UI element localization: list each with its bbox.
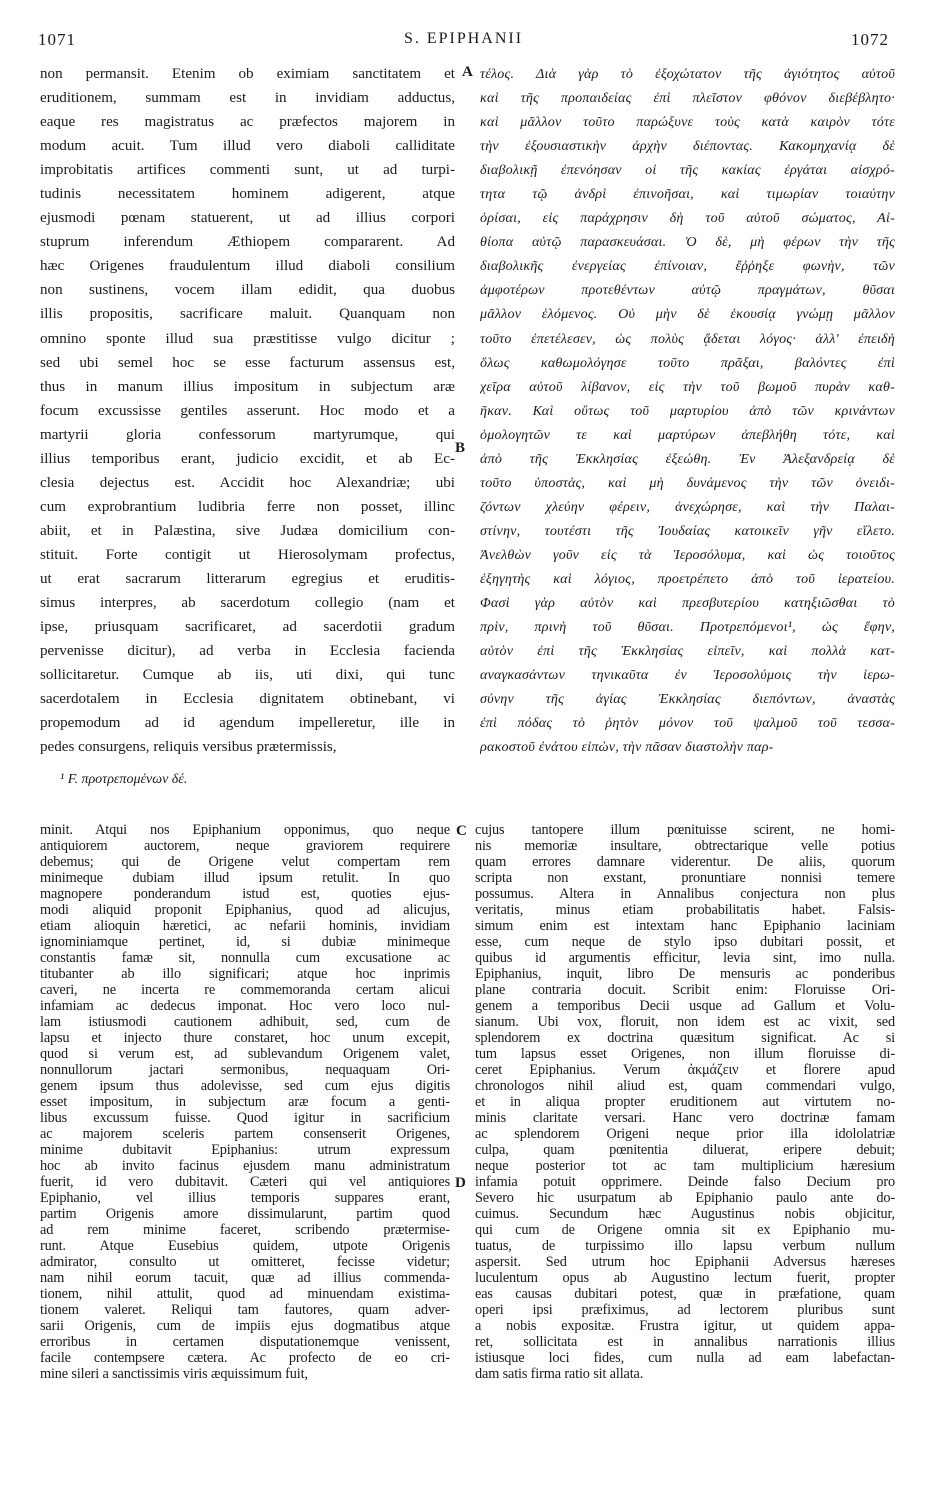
text-line: hoc ab invito facinus ejusdem manu administratum	[40, 1158, 450, 1174]
text-line: tuatus, de turpissimo illo lapsu verbum nullum	[475, 1238, 895, 1254]
text-line: a nobis expositæ. Frustra igitur, ut quidem appa-	[475, 1318, 895, 1334]
greek-text-column	[480, 62, 895, 759]
text-line: omnino sponte illud sua præstitisse vulgo dicitur ;	[40, 330, 455, 347]
text-line: τέλος. Διὰ γὰρ τὸ ἐξοχώτατον τῆς ἁγιότητος αὐτοῦ	[480, 66, 895, 82]
text-line: quod si verum est, ad sublevandum Origenem valet,	[40, 1046, 450, 1062]
text-line: ut erat sacrarum litterarum egregius et eruditis-	[40, 570, 455, 587]
text-line: sollicitaretur. Cumque ab iis, uti dixi, qui tunc	[40, 667, 455, 684]
text-line: esse, cum neque de stylo ipso dubitari possit, et	[475, 934, 895, 950]
text-line: ὁρίσαι, εἰς παράχρησιν δὴ τοῦ αὐτοῦ σώματος, Αἰ-	[480, 210, 895, 227]
text-line: non sustinens, vocem illam edidit, qua duobus	[40, 282, 455, 299]
text-line: tum lapsus esset Origenes, non illum floruisse di-	[475, 1046, 895, 1062]
text-line: infamiam ac dedecus imponat. Hoc vero loco nul-	[40, 998, 450, 1014]
text-line: ceret Epiphanius. Verum ἀκμάζειν et florere apud	[475, 1062, 895, 1078]
section-marker-a: A	[462, 64, 473, 80]
text-line: illis propositis, sacrificare maluit. Quanquam non	[40, 306, 455, 323]
text-line: simum enim est intextam hanc Epiphanio laciniam	[475, 918, 895, 934]
page-number-left: 1071	[38, 30, 76, 49]
text-line: stuprum inferendum Æthiopem compararent. Ad	[40, 234, 455, 251]
text-line: ἐπὶ πόδας τὸ ῥητὸν μόνον τοῦ ψαλμοῦ τοῦ τεσσα-	[480, 715, 895, 732]
text-line: nam nihil eorum tacuit, quæ ad illius commenda-	[40, 1270, 450, 1286]
text-line: fuerit, id vero dubitavit. Cæteri qui vel antiquiores	[40, 1174, 450, 1190]
text-line: ac splendorem Origeni neque prior illa idololatriæ	[475, 1126, 895, 1142]
text-line: διαβολικῆς ἐνεργείας ἐπίνοιαν, ἔῤῥηξε φωνὴν, τῶν	[480, 258, 895, 275]
text-line: qui cum de Origene omnia sit ex Epiphanio mu-	[475, 1222, 895, 1238]
text-line: αὐτὸν ἐπὶ τῆς Ἐκκλησίας εἰπεῖν, καὶ πολλὰ κατ-	[480, 643, 895, 660]
text-line: Φασὶ γὰρ αὐτὸν καὶ πρεσβυτερίου κατηξιῶσθαι τὸ	[480, 595, 895, 612]
text-line: tudinis necessitatem hominem adigerent, atque	[40, 186, 455, 203]
text-line: eaque res magistratus ac præfectos majorem in	[40, 114, 455, 131]
text-line: scripta non exstant, pronuntiare nonnisi temere	[475, 870, 895, 886]
text-line: μᾶλλον ἑλόμενος. Οὐ μὴν δὲ ἑκουσίᾳ γνώμῃ μᾶλλον	[480, 306, 895, 323]
text-line: luculentum opus ab Augustino lectum fuerit, propter	[475, 1270, 895, 1286]
text-line: πρὶν, πρινὴ τοῦ θῦσαι. Προτρεπόμενοι¹, ὡς ἔφην,	[480, 619, 895, 636]
text-line: cum exprobrantium ludibria ferre non posset, illinc	[40, 498, 455, 515]
text-line: cuimus. Secundum hæc Augustinus nobis objicitur,	[475, 1206, 895, 1222]
text-line: ipse, priusquam sacrificaret, ad sacerdotii gradum	[40, 619, 455, 636]
text-line: plane contraria docuit. Scribit enim: Floruisse Ori-	[475, 982, 895, 998]
text-line: erroribus in certamen disputationemque venissent,	[40, 1334, 450, 1350]
text-line: partim Origenis amore dissimularunt, partim quod	[40, 1206, 450, 1222]
text-line: esset impositum, in subjectum aræ focum a genti-	[40, 1094, 450, 1110]
text-line: διαβολικῇ ἐπενόησαν οἱ τῆς κακίας ἐργάται αἰσχρό-	[480, 162, 895, 179]
text-line: caveri, ne incerta re commemoranda certam alicui	[40, 982, 450, 998]
text-line: pervenisse dicitur), ad verba in Ecclesia facienda	[40, 643, 455, 660]
text-line: improbitatis artifices commenti sunt, ut ad turpi-	[40, 162, 455, 179]
text-line: titubanter ab illo significari; atque hoc inprimis	[40, 966, 450, 982]
footnote: ¹ F. προτρεπομένων δέ.	[60, 772, 188, 787]
text-line: Epiphanio, vel illius temporis suppares erant,	[40, 1190, 450, 1206]
text-line: καὶ τῆς προπαιδείας ἐπὶ πλεῖστον φθόνον διεβέβλητο·	[480, 90, 895, 107]
text-line: et in aliqua propter eruditionem aut virtutem no-	[475, 1094, 895, 1110]
text-line: focum excussisse gentiles asserunt. Hoc modo et a	[40, 402, 455, 419]
text-line: martyrii gloria confessorum martyrumque, qui	[40, 426, 455, 443]
text-line: Severo hic usurpatum ab Epiphanio paulo ante do-	[475, 1190, 895, 1206]
text-line: simus interpres, ab sacerdotum collegio (nam et	[40, 595, 455, 612]
text-line: veritatis, minus etiam probabilitatis habet. Falsis-	[475, 902, 895, 918]
text-line: ρακοστοῦ ἐνάτου εἰπὼν, τὴν πᾶσαν διαστολὴν παρ-	[480, 739, 774, 756]
text-line: χεῖρα αὐτοῦ λίβανον, εἰς τὴν τοῦ βωμοῦ πυρὰν καθ-	[480, 378, 895, 395]
text-line: modum acuit. Tum illud vero diaboli calliditate	[40, 138, 455, 155]
latin-translation-column	[40, 62, 455, 759]
text-line: sed ubi semel hoc se esse facturum assensus est,	[40, 354, 455, 371]
text-line: infamia potuit opprimere. Deinde falso Decium pro	[475, 1174, 895, 1190]
text-line: mine sileri a sanctissimis viris æquissimum fuit,	[40, 1366, 308, 1382]
text-line: minis claritate versari. Hanc vero doctrinæ famam	[475, 1110, 895, 1126]
text-line: quam errores damnare viderentur. De aliis, quorum	[475, 854, 895, 870]
text-line: σύνην τῆς ἁγίας Ἐκκλησίας διεπόντων, ἀναστὰς	[480, 691, 895, 708]
text-line: magnopere ponderandum istud est, quoties ejus-	[40, 886, 450, 902]
text-line: aspersit. Sed utrum hoc Epiphanii Adversus hæreses	[475, 1254, 895, 1270]
text-line: ad rem minime faceret, scribendo prætermise-	[40, 1222, 450, 1238]
text-line: abiit, et in Palæstina, sive Judæa domicilium con-	[40, 522, 455, 539]
text-line: non permansit. Etenim ob eximiam sanctitatem et	[40, 66, 455, 82]
text-line: ζόντων χλεύην φέρειν, ἀνεχώρησε, καὶ τὴν Παλαι-	[480, 498, 895, 515]
text-line: ὅλως καθωμολόγησε τοῦτο πρᾶξαι, βαλόντες ἐπὶ	[480, 354, 895, 371]
section-marker-d: D	[455, 1175, 466, 1191]
text-line: minime dubitavit Epiphanius: utrum expressum	[40, 1142, 450, 1158]
text-line: ejusmodi pœnam statuerent, ut ad illius corpori	[40, 210, 455, 227]
text-line: lam istiusmodi cautionem adhibuit, sed, cum de	[40, 1014, 450, 1030]
text-line: hæc Origenes fraudulentum illud diaboli consilium	[40, 258, 455, 275]
text-line: ret, sollicitata est in annalibus narrationis illius	[475, 1334, 895, 1350]
text-line: dam satis firma ratio sit allata.	[475, 1366, 644, 1382]
text-line: αναγκασάντων τηνικαῦτα ἐν Ἱεροσολύμοις τὴν ἱερω-	[480, 667, 895, 684]
text-line: facile contempsere cætera. Ac profecto de eo cri-	[40, 1350, 450, 1366]
text-line: eruditionem, summam est in invidiam adductus,	[40, 90, 455, 107]
text-line: libus excussum fuisse. Quod igitur in sacrificium	[40, 1110, 450, 1126]
running-title: S. EPIPHANII	[403, 30, 524, 47]
page-number-right: 1072	[851, 30, 889, 49]
text-line: chronologos nihil aliud est, quam commendari vulgo,	[475, 1078, 895, 1094]
text-line: tionem, nihil attulit, quod ad minuendam existima-	[40, 1286, 450, 1302]
text-line: neque posterior tot ac tam multiplicium hæresium	[475, 1158, 895, 1174]
text-line: ῆκαν. Καὶ οὕτως τοῦ μαρτυρίου ἀπὸ τῶν κρινάντων	[480, 402, 895, 419]
text-line: ἐξηγητὴς καὶ λόγιος, προετρέπετο ἀπὸ τοῦ ἱερατείου.	[480, 570, 895, 587]
text-line: illius temporibus erant, judicio excidit, et ab Ec-	[40, 450, 455, 467]
text-line: antiquiorem auctorem, neque graviorem requirere	[40, 838, 450, 854]
text-line: ac majorem sceleris partem consenserit Origenes,	[40, 1126, 450, 1142]
section-marker-c: C	[456, 823, 467, 839]
text-line: sarii Origenis, cum de impiis ejus dogmatibus atque	[40, 1318, 450, 1334]
text-line: operi ipsi præfiximus, ad lectorem pluribus sunt	[475, 1302, 895, 1318]
text-line: quibus id argumentis efficitur, levia sint, imo nulla.	[475, 950, 895, 966]
section-marker-b: B	[455, 440, 466, 456]
text-line: eas causas dubitari potest, quæ in præfatione, quam	[475, 1286, 895, 1302]
text-line: admirator, consulto ut omitteret, fecisse videtur;	[40, 1254, 450, 1270]
text-line: ἀμφοτέρων προτεθέντων αὐτῷ πραγμάτων, θῦσαι	[480, 282, 895, 299]
text-line: τοῦτο ὑποστὰς, καὶ μὴ δυνάμενος τὴν τῶν ὀνειδι-	[480, 474, 895, 491]
text-line: minit. Atqui nos Epiphanium opponimus, quo neque	[40, 822, 450, 838]
text-line: istiusque loci fides, cum nulla ad eam labefactan-	[475, 1350, 895, 1366]
text-line: splendorem ex doctrina quæsitum significat. Ac si	[475, 1030, 895, 1046]
text-line: clesia dejectus est. Accidit hoc Alexandriæ; ubi	[40, 474, 455, 491]
text-line: ἀπὸ τῆς Ἐκκλησίας ἐξεώθη. Ἐν Ἀλεξανδρείᾳ δὲ	[480, 450, 895, 467]
text-line: genem a temporibus Decii usque ad Gallum et Volu-	[475, 998, 895, 1014]
text-line: thus in manum illius impositum in subjectum aræ	[40, 378, 455, 395]
text-line: τητα τῷ ἀνδρὶ ἐπινοῆσαι, καὶ τιμωρίαν τοιαύτην	[480, 186, 895, 203]
text-line: lapsu et injecto thure constaret, hoc unum excepit,	[40, 1030, 450, 1046]
text-line: propemodum ad id agendum impelleretur, ille in	[40, 715, 455, 732]
text-line: debemus; qui de Origene velut compertam rem	[40, 854, 450, 870]
text-line: etiam alioquin hæretici, ac nefarii hominis, invidiam	[40, 918, 450, 934]
commentary-left-column	[40, 822, 450, 1382]
text-line: στίνην, τουτέστι τῆς Ἰουδαίας κατοικεῖν γῆν εἵλετο.	[480, 522, 895, 539]
text-line: stituit. Forte contigit ut Hierosolymam profectus,	[40, 546, 455, 563]
text-line: minimeque dubiam illud ipsum retulit. In quo	[40, 870, 450, 886]
text-line: possumus. Altera in Annalibus conjectura non plus	[475, 886, 895, 902]
text-line: genem ipsum thus adolevisse, sed cum ejus digitis	[40, 1078, 450, 1094]
text-line: sacerdotalem in Ecclesia dignitatem obtinebant, vi	[40, 691, 455, 708]
commentary-right-column	[475, 822, 895, 1382]
text-line: modi aliquid proponit Epiphanius, quod ad alicujus,	[40, 902, 450, 918]
text-line: constantis famæ sit, nonnulla cum excusatione ac	[40, 950, 450, 966]
page-header	[32, 30, 895, 54]
text-line: ὁμολογητῶν τε καὶ μαρτύρων ἀπεβλήθη τότε, καὶ	[480, 426, 895, 443]
text-line: τοῦτο ἐπετέλεσεν, ὡς πολὺς ᾄδεται λόγος· ἀλλ' ἐπειδὴ	[480, 330, 895, 347]
text-line: Epiphanius, inquit, libro De mensuris ac ponderibus	[475, 966, 895, 982]
text-line: θίοπα αὐτῷ παρασκευάσαι. Ὁ δὲ, μὴ φέρων τὴν τῆς	[480, 234, 895, 251]
text-line: καὶ μᾶλλον τοῦτο παρώξυνε τοὺς κατὰ καιρὸν τότε	[480, 114, 895, 131]
text-line: sianum. Ubi vox, floruit, non idem est ac vixit, sed	[475, 1014, 895, 1030]
text-line: cujus tantopere illum pœnituisse scirent, ne homi-	[475, 822, 895, 838]
text-line: runt. Atque Eusebius quidem, utpote Origenis	[40, 1238, 450, 1254]
text-line: ignominiamque pertinet, id, si dubiæ minimeque	[40, 934, 450, 950]
text-line: nis memoriæ insultare, obtrectarique velle potius	[475, 838, 895, 854]
text-line: tionem valeret. Reliqui tam fautores, quam adver-	[40, 1302, 450, 1318]
text-line: culpa, quam pœnitentia diluerat, eripere debuit;	[475, 1142, 895, 1158]
text-line: τὴν ἐξουσιαστικὴν ἀρχὴν διέποντας. Κακομηχανίᾳ δὲ	[480, 138, 895, 155]
text-line: Ἀνελθὼν γοῦν εἰς τὰ Ἱεροσόλυμα, καὶ ὡς τοιοῦτος	[480, 546, 895, 563]
text-line: pedes consurgens, reliquis versibus prætermissis,	[40, 739, 337, 756]
text-line: nonnullorum jactari sermonibus, nequaquam Ori-	[40, 1062, 450, 1078]
